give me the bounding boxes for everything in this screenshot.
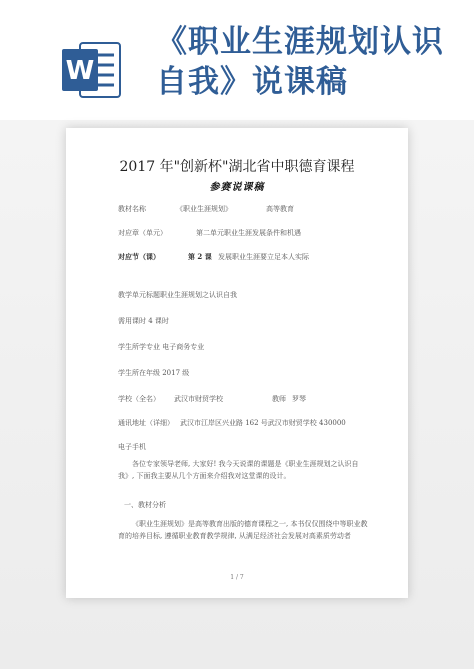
row-value-unit: 第二单元职业生涯发展条件和机遇 xyxy=(196,229,301,237)
page-number: 1 / 7 xyxy=(230,574,244,581)
address-value: 武汉市江岸区兴业路 162 号武汉市财贸学校 430000 xyxy=(180,419,346,427)
teacher-label: 教师 xyxy=(272,395,286,403)
hours-line: 需用课时 4 课时 xyxy=(118,317,169,325)
address-label: 通讯地址（详细） xyxy=(118,419,174,427)
row-label-lesson: 对应节（课） xyxy=(118,252,160,261)
row-label-unit: 对应章（单元） xyxy=(118,229,167,237)
school-label: 学校（全名） xyxy=(118,395,160,403)
unit-title-line: 教学单元标题职业生涯规划之认识自我 xyxy=(118,291,237,299)
banner xyxy=(0,0,474,128)
document-subtitle: 参赛说课稿 xyxy=(209,182,265,193)
word-icon xyxy=(62,37,122,103)
intro-paragraph: 各位专家领导老师, 大家好! 我今天说课的课题是《职业生涯规划之认识自我》, 下面我主要从几个方面来介绍我对这堂课的设计。 xyxy=(118,460,359,480)
grade-line: 学生所在年级 2017 级 xyxy=(118,369,190,377)
document-page[interactable] xyxy=(66,128,408,598)
document-title: 2017 年"创新杯"湖北省中职德育课程 xyxy=(119,159,355,175)
section-heading: 一、教材分析 xyxy=(124,501,166,509)
section-paragraph: 《职业生涯规划》是高等教育出版的德育课程之一, 本书仅仅围绕中等职业教育的培养目标, 遵循职业教育教学规律, 从满足经济社会发展对高素质劳动者 xyxy=(118,520,368,540)
major-line: 学生所学专业 电子商务专业 xyxy=(118,343,205,351)
row-value-textbook: 《职业生涯规划》 xyxy=(176,205,232,213)
banner-title: 《职业生涯规划认识自我》说课稿 xyxy=(156,24,444,100)
row-extra-textbook: 高等教育 xyxy=(266,205,294,213)
phone-label: 电子手机 xyxy=(118,443,146,451)
row-value-lesson: 第 2 课 xyxy=(188,252,212,261)
row-extra-lesson: 发展职业生涯要立足本人实际 xyxy=(218,253,309,261)
teacher-value: 罗琴 xyxy=(292,395,306,403)
school-value: 武汉市财贸学校 xyxy=(174,395,223,403)
row-label-textbook: 教材名称 xyxy=(118,205,146,213)
svg-text:W: W xyxy=(65,56,95,86)
